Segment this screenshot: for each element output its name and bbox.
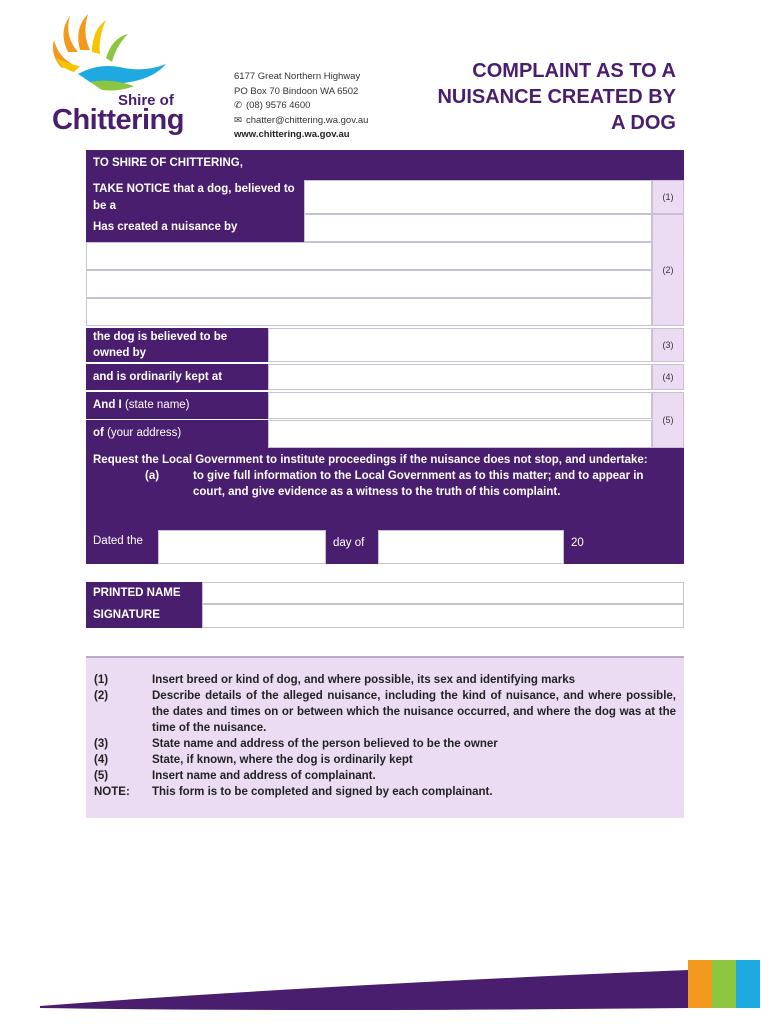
website-link[interactable]: www.chittering.wa.gov.au xyxy=(234,129,350,140)
owned-by-label: the dog is believed to be owned by xyxy=(86,328,268,362)
and-i-text: And I xyxy=(93,399,122,411)
item-a-label: (a) xyxy=(145,470,160,482)
instruction-item: (1) Insert breed or kind of dog, and where possible, its sex and identifying marks xyxy=(94,674,576,686)
nuisance-field-1[interactable] xyxy=(304,214,652,242)
printed-name-field[interactable] xyxy=(202,582,684,604)
title-line-1: COMPLAINT AS TO A xyxy=(472,60,676,82)
take-notice-label: TAKE NOTICE that a dog, believed to be a xyxy=(86,180,304,214)
of-label xyxy=(86,420,268,448)
email-row xyxy=(234,114,368,129)
logo-chittering: Chittering xyxy=(52,104,184,136)
nuisance-field-3[interactable] xyxy=(86,270,652,298)
email-icon: ✉ xyxy=(234,114,242,126)
phone-number: (08) 9576 4600 xyxy=(245,100,311,111)
note-2: (2) xyxy=(652,214,684,326)
owner-field[interactable] xyxy=(268,328,652,362)
printed-name-label: PRINTED NAME xyxy=(86,582,202,604)
state-name-hint: (state name) xyxy=(124,399,190,411)
signature-label: SIGNATURE xyxy=(86,604,202,628)
instruction-item: (2) Describe details of the alleged nuisance, including the kind of nuisance, and where possible, the dates and times on or between which the nuisance occurred, and where the dog was at the time of the nuisance. xyxy=(94,690,676,734)
dog-breed-input[interactable] xyxy=(305,181,655,215)
request-block xyxy=(86,448,684,530)
dated-day-field[interactable] xyxy=(158,530,326,564)
to-shire-heading: TO SHIRE OF CHITTERING, xyxy=(86,150,684,180)
address-line-1: 6177 Great Northern Highway xyxy=(234,71,361,82)
phone-row xyxy=(234,99,368,114)
logo-shire-of: Shire of xyxy=(118,92,174,109)
nuisance-by-label: Has created a nuisance by xyxy=(86,214,304,242)
day-of-label: day of xyxy=(326,530,378,564)
note-5: (5) xyxy=(652,392,684,448)
title-line-3: A DOG xyxy=(611,112,676,134)
nuisance-field-4[interactable] xyxy=(86,298,652,326)
contact-block xyxy=(234,70,368,143)
item-a-text: to give full information to the Local Government as to this matter; and to appear in court, and give evidence as a witness to the truth of this complaint. xyxy=(193,470,644,498)
complainant-address-field[interactable] xyxy=(268,420,652,448)
instruction-item: (5) Insert name and address of complainant. xyxy=(94,770,376,782)
nuisance-field-2[interactable] xyxy=(86,242,652,270)
note-3: (3) xyxy=(652,328,684,362)
instruction-item: (3) State name and address of the person believed to be the owner xyxy=(94,738,498,750)
of-text: of xyxy=(93,427,104,439)
instruction-item: NOTE: This form is to be completed and signed by each complainant. xyxy=(94,786,493,798)
request-item-a xyxy=(93,468,677,500)
instructions-box xyxy=(86,656,684,818)
dated-the-label: Dated the xyxy=(86,530,158,564)
note-4: (4) xyxy=(652,364,684,390)
request-text: Request the Local Government to institute proceedings if the nuisance does not stop, and undertake: xyxy=(93,454,648,466)
kept-at-label: and is ordinarily kept at xyxy=(86,364,268,390)
phone-icon: ✆ xyxy=(234,100,242,111)
and-i-label xyxy=(86,392,268,419)
signature-field[interactable] xyxy=(202,604,684,628)
address-line-2: PO Box 70 Bindoon WA 6502 xyxy=(234,85,359,97)
year-prefix: 20 xyxy=(571,537,584,549)
your-address-hint: (your address) xyxy=(107,427,182,439)
instruction-item: (4) State, if known, where the dog is ordinarily kept xyxy=(94,754,413,766)
form-title xyxy=(376,58,676,136)
dated-month-field[interactable] xyxy=(378,530,564,564)
email-address[interactable]: chatter@chittering.wa.gov.au xyxy=(245,114,369,126)
year-field[interactable] xyxy=(564,530,684,564)
complainant-name-field[interactable] xyxy=(268,392,652,419)
title-line-2: NUISANCE CREATED BY xyxy=(437,86,676,108)
kept-at-field[interactable] xyxy=(268,364,652,390)
note-1: (1) xyxy=(652,180,684,214)
footer-swoosh xyxy=(0,940,770,1024)
dog-breed-field[interactable] xyxy=(304,180,652,214)
